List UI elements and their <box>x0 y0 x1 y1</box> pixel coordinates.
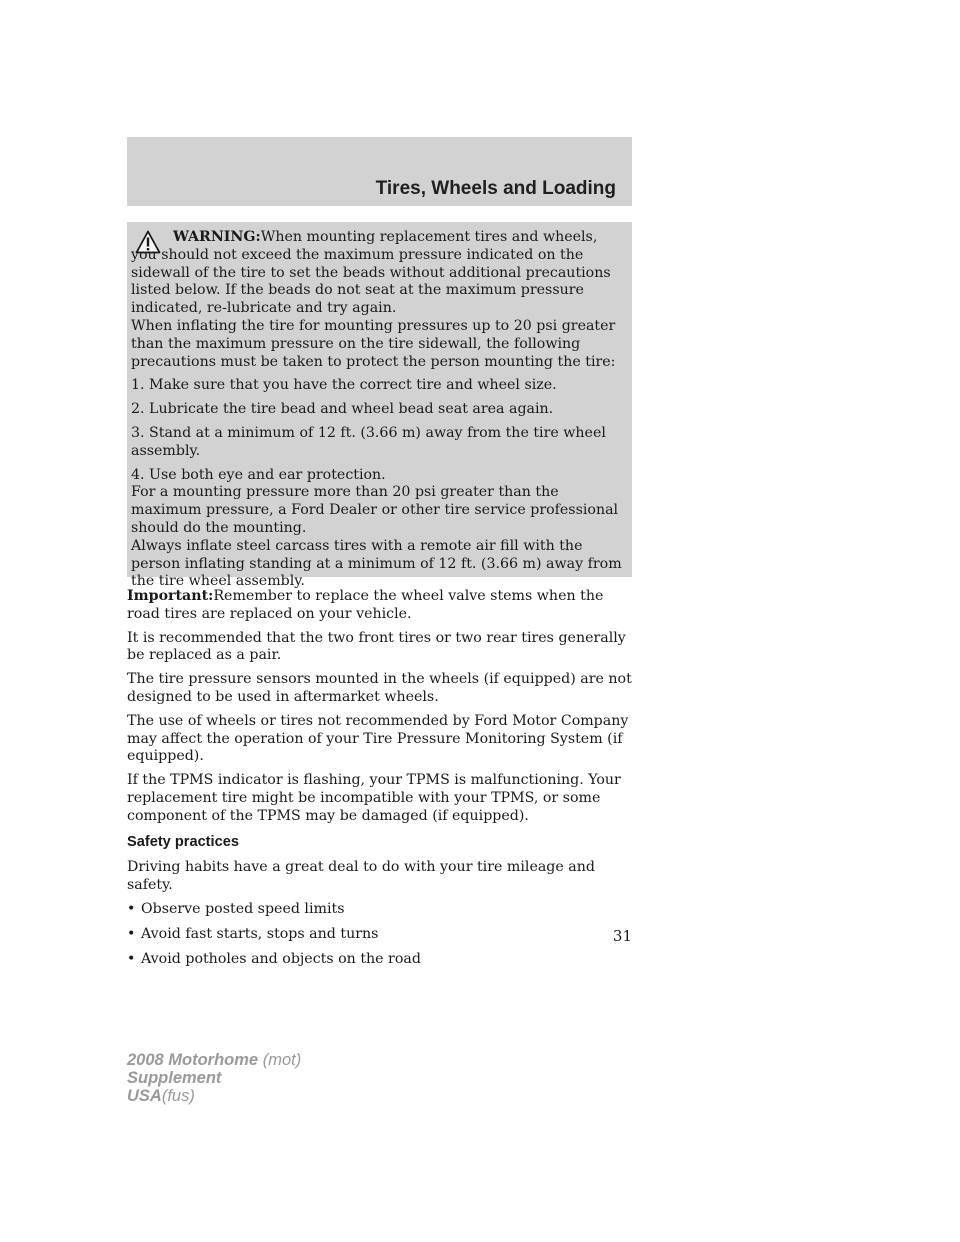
body-text <box>127 588 637 975</box>
important-lead: Important: <box>127 588 214 604</box>
list-item-text: Observe posted speed limits <box>141 900 345 917</box>
footer-market-code: (fus) <box>161 1087 195 1105</box>
warning-lead: WARNING: <box>173 229 261 245</box>
list-item <box>127 951 637 969</box>
warning-inflating-text: When inflating the tire for mounting pressures up to 20 psi greater than the maximum pressure on the tire sidewall, the following precautions must be taken to protect the person mounting the tire: <box>131 317 616 370</box>
page-number: 31 <box>612 927 632 945</box>
list-item <box>127 901 637 919</box>
section-intro: Driving habits have a great deal to do with your tire mileage and safety. <box>127 859 595 894</box>
warning-step-3: 3. Stand at a minimum of 12 ft. (3.66 m) away from the tire wheel assembly. <box>131 424 606 459</box>
footer-line-1 <box>127 1051 301 1069</box>
warning-step-4: 4. Use both eye and ear protection. <box>131 466 386 483</box>
body-paragraph: The use of wheels or tires not recommended by Ford Motor Company may affect the operation of your Tire Pressure Monitoring System (if equipped). <box>127 712 629 765</box>
list-item-text: Avoid fast starts, stops and turns <box>141 925 379 942</box>
footer-model: 2008 Motorhome <box>127 1051 259 1069</box>
warning-box <box>127 222 632 590</box>
section-header-band <box>127 137 632 206</box>
section-heading: Safety practices <box>127 833 239 850</box>
footer-line-2: Supplement <box>127 1069 222 1087</box>
bullet-icon: • <box>127 900 136 917</box>
warning-step-2: 2. Lubricate the tire bead and wheel bead seat area again. <box>131 401 554 418</box>
footer <box>127 1051 301 1105</box>
list-item <box>127 926 637 944</box>
warning-dealer-text: For a mounting pressure more than 20 psi greater than the maximum pressure, a Ford Dealer or other tire service professional should do the mounting. <box>131 484 619 536</box>
bullet-icon: • <box>127 950 136 967</box>
body-paragraph: If the TPMS indicator is flashing, your TPMS is malfunctioning. Your replacement tire might be incompatible with your TPMS, or some component of the TPMS may be damaged (if equipped). <box>127 772 621 824</box>
footer-line-3 <box>127 1087 301 1105</box>
warning-intro <box>131 229 626 318</box>
warning-text <box>131 229 626 591</box>
body-paragraph: It is recommended that the two front tires or two rear tires generally be replaced as a pair. <box>127 629 626 664</box>
important-text: Remember to replace the wheel valve stems when the road tires are replaced on your vehicle. <box>127 588 604 622</box>
warning-step-1: 1. Make sure that you have the correct tire and wheel size. <box>131 377 557 394</box>
warning-intro-text: When mounting replacement tires and wheels, you should not exceed the maximum pressure indicated on the sidewall of the tire to set the beads without additional precautions listed below. If the beads do not seat at the maximum pressure indicated, re-lubricate and try again. <box>131 229 611 317</box>
footer-market: USA <box>127 1087 162 1105</box>
important-paragraph <box>127 588 637 624</box>
footer-model-code: (mot) <box>262 1051 302 1069</box>
section-title: Tires, Wheels and Loading <box>375 178 616 199</box>
list-item-text: Avoid potholes and objects on the road <box>141 950 421 967</box>
bullet-icon: • <box>127 925 136 942</box>
body-paragraph: The tire pressure sensors mounted in the wheels (if equipped) are not designed to be used in aftermarket wheels. <box>127 671 632 705</box>
warning-steel-text: Always inflate steel carcass tires with a remote air fill with the person inflating standing at a minimum of 12 ft. (3.66 m) away from the tire wheel assembly. <box>131 537 622 590</box>
